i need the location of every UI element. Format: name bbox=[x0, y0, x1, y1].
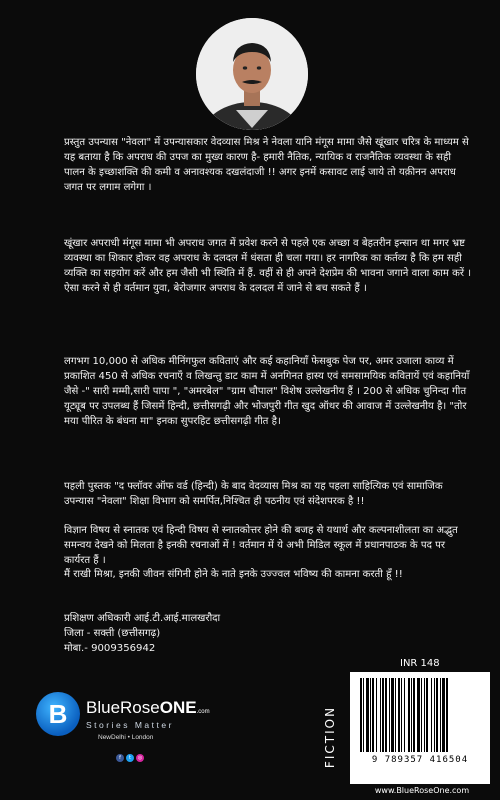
publisher-logo-icon bbox=[36, 692, 80, 736]
publisher-tagline: Stories Matter bbox=[86, 720, 174, 730]
description-paragraph-3: लगभग 10,000 से अधिक मीनिंगफुल कविताएं और कई कहानियाँ फेसबुक पेज पर, अमर उजाला काव्य में प्रकाशित 450 से अधिक रचनाएँ व लिखन्तु डाट काम में अनगिनत हास्य एवं समसामयिक कवितायें एवं कहानियाँ जैसे -" सारी मम्मी,सारी पापा ", "अमरबेल" "ग्राम चौपाल" विशेष उल्लेखनीय हैं । 200 से अधिक चुनिन्दा गीत यूट्यूब पर उपलब्ध हैं जिसमें हिन्दी, छत्तीसगढ़ी और भोजपुरी गीत खुद ऑथर की आवाज में उल्लेखनीय है। "तोर मया पीरित के बंधना मा" इनका सुपरहिट छत्तीसगढ़ी गीत है। bbox=[64, 356, 470, 427]
isbn-number: 9 789357 416504 bbox=[371, 755, 469, 765]
publisher-social-icons bbox=[116, 744, 146, 763]
author-photo bbox=[196, 18, 308, 130]
instagram-icon: ◎ bbox=[137, 755, 143, 761]
publisher-name bbox=[86, 698, 210, 718]
description-paragraph-1: प्रस्तुत उपन्यास "नेवला" में उपन्यासकार वेदव्यास मिश्र ने नेवला यानि मंगूस मामा जैसे खूंखार चरित्र के माध्यम से यह बताया है कि अपराध की उपज का मुख्य कारण है- हमारी नैतिक, न्यायिक व राजनैतिक व्यवस्था के सही पालन के इच्छाशक्ति की कमी व अनावश्यक दखलंदाजी !! अगर इनमें कसावट लाई जाये तो यक़ीनन अपराध जगत पर लगाम लगेगा । bbox=[64, 137, 469, 193]
publisher-name-part1: BlueRose bbox=[86, 698, 160, 717]
publisher-name-part2: ONE bbox=[159, 698, 197, 717]
publisher-name-suffix: .com bbox=[196, 709, 210, 715]
author-portrait-icon bbox=[196, 18, 308, 130]
author-contact bbox=[64, 611, 220, 656]
isbn-barcode bbox=[350, 672, 490, 784]
publisher-logo-letter: B bbox=[48, 699, 68, 729]
contact-mobile: मोबा.- 9009356942 bbox=[64, 643, 156, 654]
twitter-icon: t bbox=[126, 754, 134, 762]
description-paragraph-4: पहली पुस्तक "द फ्लॉवर ऑफ वर्ड (हिन्दी) के बाद वेदव्यास मिश्र का यह पहला साहित्यिक एवं सामाजिक उपन्यास "नेवला" शिक्षा विभाग को समर्पित,निश्चित ही पठनीय एवं संदेशपरक है !! bbox=[64, 481, 443, 507]
facebook-icon: f bbox=[116, 754, 124, 762]
price-label: INR 148 bbox=[400, 658, 440, 669]
genre-text: FICTION bbox=[323, 705, 337, 769]
genre-label bbox=[318, 682, 342, 792]
barcode-icon bbox=[356, 678, 484, 754]
description-paragraph-5: विज्ञान विषय से स्नातक एवं हिन्दी विषय से स्नातकोत्तर होने की बजह से यथार्थ और कल्पनाशीलता का अद्भुत समन्वय देखने को मिलता है इनकी रचनाओं में ! वर्तमान में ये अभी मिडिल स्कूल में प्रधानपाठक के पद पर कार्यरत हैं । bbox=[64, 525, 458, 566]
contact-district: जिला - सक्ती (छत्तीसगढ़) bbox=[64, 628, 161, 639]
publisher-website: www.BlueRoseOne.com bbox=[374, 786, 470, 795]
publisher-logo bbox=[36, 690, 226, 780]
contact-designation: प्रशिक्षण अधिकारी आई.टी.आई.मालखरौदा bbox=[64, 613, 221, 624]
description-paragraph-6: मैं राखी मिश्रा, इनकी जीवन संगिनी होने के नाते इनके उज्ज्वल भविष्य की कामना करती हूँ !! bbox=[64, 569, 403, 580]
publisher-cities: NewDelhi • London bbox=[98, 734, 154, 741]
description-paragraph-2: खूंखार अपराधी मंगूस मामा भी अपराध जगत में प्रवेश करने से पहले एक अच्छा व बेहतरीन इन्सान था मगर भ्रष्ट व्यवस्था का शिकार होकर वह अपराध के दलदल में धंसता ही चला गया। हर नागरिक का कर्तव्य है कि हम सही व्यक्ति का सहयोग करें और हम जैसी भी स्थिति में हैं. वहीं से ही अपने देशप्रेम की भावना जगाने वाला काम करें । ऐसा करने से ही वर्तमान युवा, बेरोजगार अपराध के दलदल में जाने से बच सकते हैं । bbox=[64, 238, 472, 294]
